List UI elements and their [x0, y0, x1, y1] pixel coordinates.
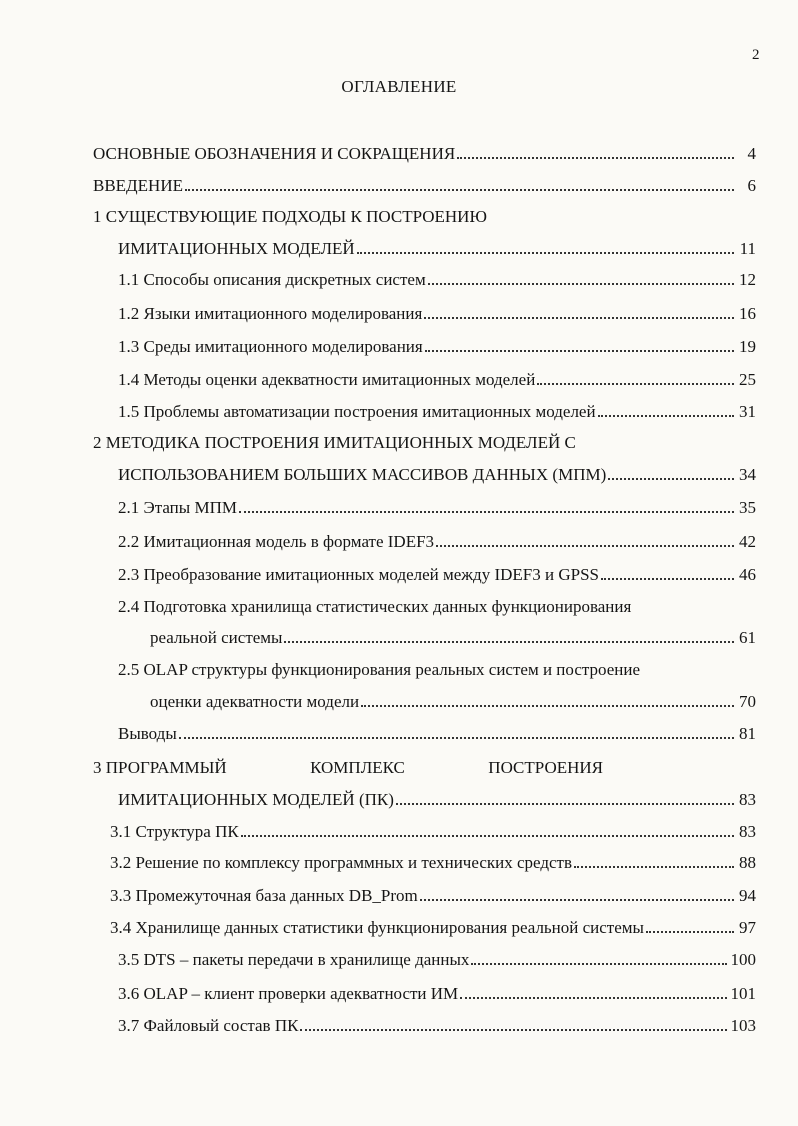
leader-dots [457, 157, 734, 159]
toc-label: реальной системы [150, 628, 283, 647]
toc-label: 3.4 Хранилище данных статистики функционирования реальной системы [110, 918, 644, 937]
leader-dots [179, 737, 734, 739]
toc-entry-3-1[interactable] [110, 822, 756, 842]
leader-dots [396, 803, 734, 805]
toc-entry-1-3[interactable] [118, 337, 756, 357]
toc-page-number: 100 [730, 950, 756, 969]
leader-dots [424, 317, 734, 319]
leader-dots [428, 283, 734, 285]
leader-dots [284, 641, 734, 643]
leader-dots [300, 1029, 726, 1031]
toc-page-number: 42 [739, 532, 756, 551]
toc-page-number: 70 [739, 692, 756, 711]
toc-entry-chapter-2[interactable] [118, 465, 756, 485]
toc-entry-3-7[interactable] [118, 1016, 756, 1036]
toc-page-number: 101 [730, 984, 756, 1003]
toc-page-number: 31 [739, 402, 756, 421]
toc-entry-1-5[interactable] [118, 402, 756, 422]
toc-label: 3.3 Промежуточная база данных DB_Prom [110, 886, 418, 905]
toc-entry-3-4[interactable] [110, 918, 756, 938]
toc-entry-2-4[interactable] [150, 628, 756, 648]
toc-label: ОСНОВНЫЕ ОБОЗНАЧЕНИЯ И СОКРАЩЕНИЯ [93, 144, 456, 163]
toc-label: 2.2 Имитационная модель в формате IDEF3 [118, 532, 435, 551]
toc-label: 3.5 DTS – пакеты передачи в хранилище данных [118, 950, 470, 969]
leader-dots [574, 866, 734, 868]
toc-label: 2.3 Преобразование имитационных моделей между IDEF3 и GPSS [118, 565, 599, 584]
toc-label: ИМИТАЦИОННЫХ МОДЕЛЕЙ [118, 239, 355, 258]
leader-dots [537, 383, 734, 385]
toc-entry-chapter-1[interactable] [118, 239, 756, 259]
toc-entry-conclusions[interactable] [118, 724, 756, 744]
toc-page-number: 103 [730, 1016, 756, 1035]
leader-dots [239, 511, 734, 513]
toc-label: 3.6 OLAP – клиент проверки адекватности ИМ [118, 984, 459, 1003]
toc-word: КОМПЛЕКС [310, 758, 405, 777]
toc-page-number: 35 [739, 498, 756, 517]
toc-entry-2-1[interactable] [118, 498, 756, 518]
toc-entry-1-4[interactable] [118, 370, 756, 390]
toc-page-number: 11 [739, 239, 756, 258]
toc-chapter-3-title[interactable] [93, 758, 603, 778]
toc-entry-2-2[interactable] [118, 532, 756, 552]
toc-page-number: 97 [739, 918, 756, 937]
toc-page-number: 94 [739, 886, 756, 905]
toc-label: 1.2 Языки имитационного моделирования [118, 304, 423, 323]
toc-page-number: 6 [747, 176, 756, 195]
toc-entry-2-4-title[interactable]: 2.4 Подготовка хранилища статистических данных функционирования [118, 597, 632, 616]
toc-label: ИМИТАЦИОННЫХ МОДЕЛЕЙ (ПК) [118, 790, 394, 809]
toc-entry-3-6[interactable] [118, 984, 756, 1004]
toc-entry-3-5[interactable] [118, 950, 756, 970]
page-number: 2 [752, 47, 760, 63]
toc-label: ВВЕДЕНИЕ [93, 176, 183, 195]
leader-dots [361, 705, 734, 707]
toc-page-number: 25 [739, 370, 756, 389]
toc-label: 3.7 Файловый состав ПК [118, 1016, 299, 1035]
toc-entry-introduction[interactable] [93, 176, 756, 196]
toc-label: 2.1 Этапы МПМ [118, 498, 237, 517]
page-title: ОГЛАВЛЕНИЕ [341, 77, 457, 96]
toc-entry-chapter-3[interactable] [118, 790, 756, 810]
toc-entry-1-1[interactable] [118, 270, 756, 290]
toc-entry-1-2[interactable] [118, 304, 756, 324]
toc-page-number: 81 [739, 724, 756, 743]
toc-word: ПОСТРОЕНИЯ [488, 758, 603, 777]
leader-dots [608, 478, 734, 480]
leader-dots [185, 189, 734, 191]
toc-page-number: 34 [739, 465, 756, 484]
toc-entry-2-3[interactable] [118, 565, 756, 585]
toc-label: 3.1 Структура ПК [110, 822, 239, 841]
toc-chapter-2-title[interactable]: 2 МЕТОДИКА ПОСТРОЕНИЯ ИМИТАЦИОННЫХ МОДЕЛЕЙ С [93, 433, 576, 452]
toc-page-number: 88 [739, 853, 756, 872]
toc-entry-abbreviations[interactable] [93, 144, 756, 164]
toc-page-number: 83 [739, 790, 756, 809]
toc-label: 1.1 Способы описания дискретных систем [118, 270, 426, 289]
toc-word: 3 ПРОГРАММЫЙ [93, 758, 227, 777]
toc-page-number: 4 [747, 144, 756, 163]
toc-label: 3.2 Решение по комплексу программных и технических средств [110, 853, 572, 872]
leader-dots [460, 997, 726, 999]
toc-label: 1.3 Среды имитационного моделирования [118, 337, 423, 356]
toc-page-number: 61 [739, 628, 756, 647]
toc-chapter-1-title[interactable]: 1 СУЩЕСТВУЮЩИЕ ПОДХОДЫ К ПОСТРОЕНИЮ [93, 207, 487, 226]
toc-entry-2-5[interactable] [150, 692, 756, 712]
toc-page-number: 46 [739, 565, 756, 584]
leader-dots [241, 835, 734, 837]
leader-dots [357, 252, 734, 254]
leader-dots [436, 545, 734, 547]
toc-entry-3-2[interactable] [110, 853, 756, 873]
leader-dots [471, 963, 726, 965]
toc-label: ИСПОЛЬЗОВАНИЕМ БОЛЬШИХ МАССИВОВ ДАННЫХ (МПМ) [118, 465, 607, 484]
toc-label: 1.4 Методы оценки адекватности имитационных моделей [118, 370, 536, 389]
toc-page-number: 19 [739, 337, 756, 356]
toc-entry-3-3[interactable] [110, 886, 756, 906]
leader-dots [646, 931, 734, 933]
leader-dots [598, 415, 734, 417]
toc-label: Выводы [118, 724, 177, 743]
leader-dots [425, 350, 734, 352]
leader-dots [601, 578, 734, 580]
toc-page-number: 83 [739, 822, 756, 841]
toc-label: 1.5 Проблемы автоматизации построения имитационных моделей [118, 402, 596, 421]
toc-entry-2-5-title[interactable]: 2.5 OLAP структуры функционирования реальных систем и построение [118, 660, 641, 679]
toc-label: оценки адекватности модели [150, 692, 360, 711]
leader-dots [420, 899, 734, 901]
toc-page-number: 12 [739, 270, 756, 289]
toc-page-number: 16 [739, 304, 756, 323]
